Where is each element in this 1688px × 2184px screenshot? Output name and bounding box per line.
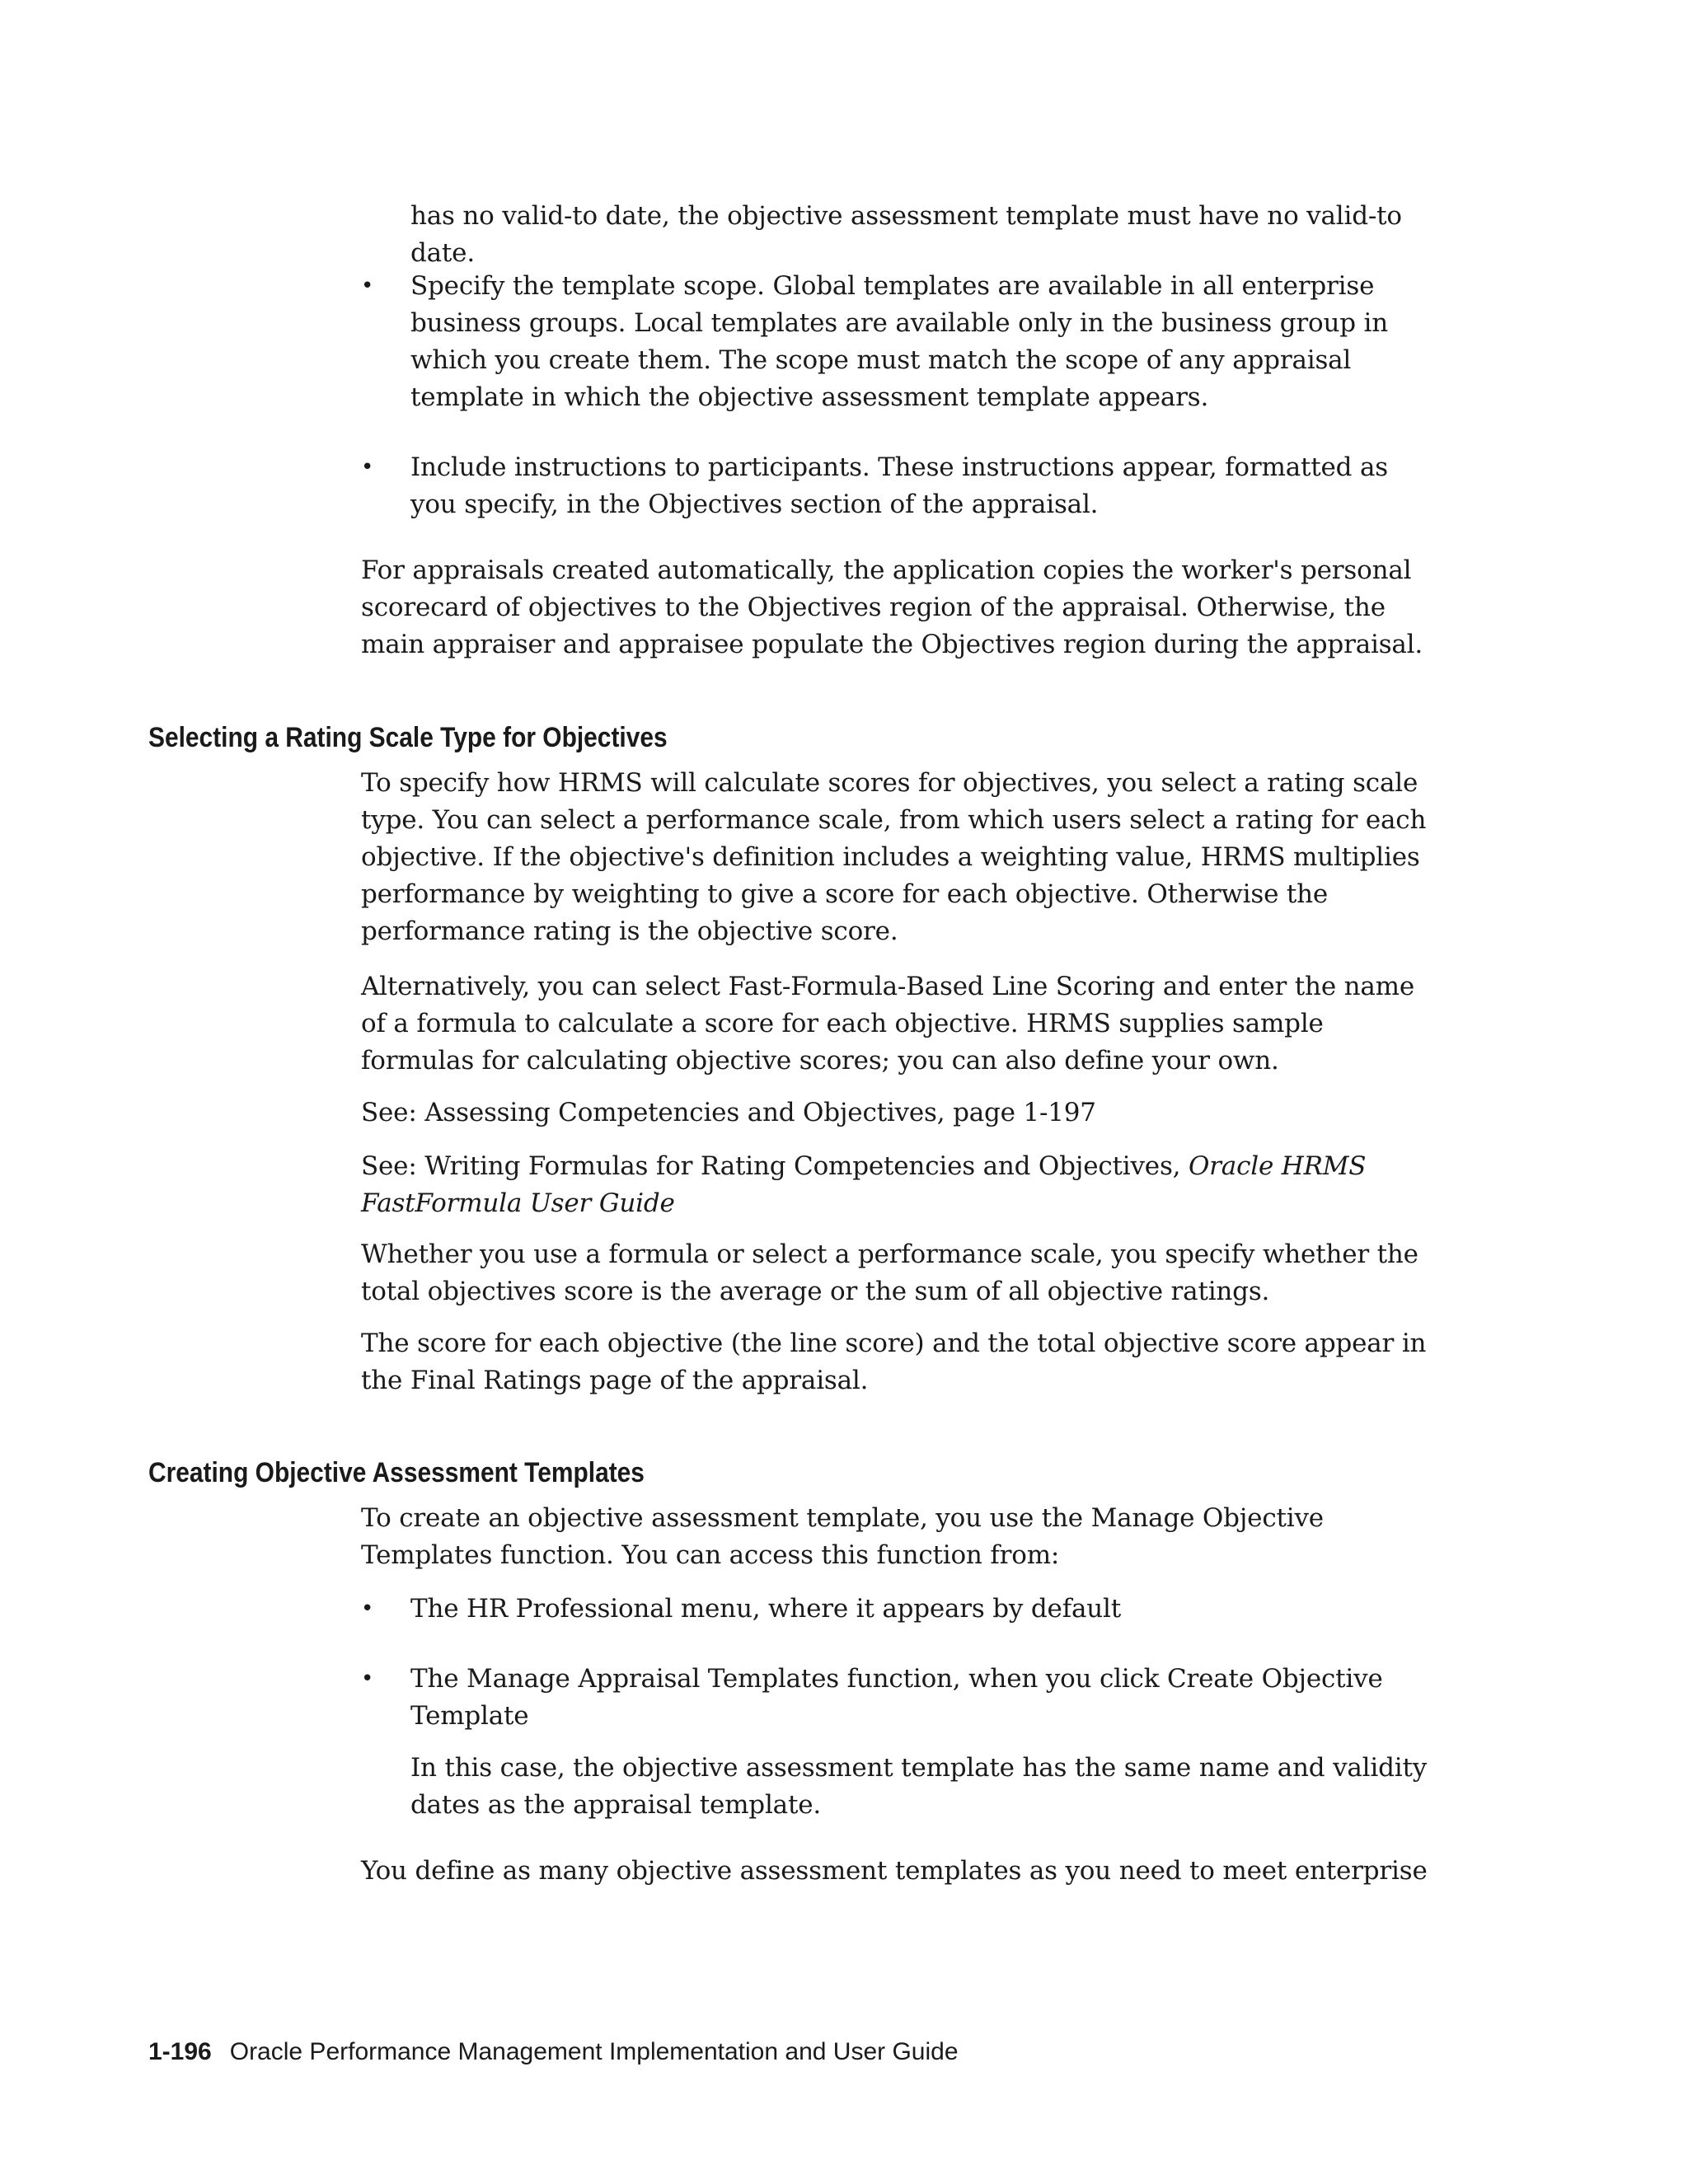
bullet-marker: • [361,274,374,298]
section1-see-assessing: See: Assessing Competencies and Objectives, page 1-197 [361,1098,1096,1127]
bullet-marker: • [361,1596,374,1621]
intro-paragraph: For appraisals created automatically, the application copies the worker's personal scorecard of objectives to the Objectives region of the appraisal. Otherwise, the main appraiser and appraisee populate the Objectives region during the appraisal. [361,555,1423,659]
section2-bullet-hr-menu: The HR Professional menu, where it appears by default [410,1594,1121,1624]
bullet-marker: • [361,455,374,480]
section2-bullet-note: In this case, the objective assessment template has the same name and validity dates as the appraisal template. [410,1753,1428,1820]
page-footer [148,2036,959,2069]
section2-paragraph-1: To create an objective assessment template, you use the Manage Objective Templates function. You can access this function from: [361,1503,1324,1570]
fastformula-guide-title: Oracle HRMS FastFormula User Guide [361,1151,1367,1218]
page-number: 1-196 [148,2038,212,2065]
intro-bullet-scope: Specify the template scope. Global templates are available in all enterprise business groups. Local templates are available only in the business group in which you create them. The scope must match the scope of any appraisal template in which the objective assessment template appears. [410,271,1389,412]
section2-bullet-appraisal-templates: The Manage Appraisal Templates function, when you click Create Objective Template [410,1664,1383,1731]
section1-paragraph-2: Alternatively, you can select Fast-Formula-Based Line Scoring and enter the name of a formula to calculate a score for each objective. HRMS supplies sample formulas for calculating objective scores; you can also define your own. [361,972,1415,1076]
section2-paragraph-2: You define as many objective assessment templates as you need to meet enterprise [361,1856,1428,1886]
book-title: Oracle Performance Management Implementation and User Guide [229,2038,959,2065]
section1-paragraph-4: The score for each objective (the line score) and the total objective score appear in the Final Ratings page of the appraisal. [361,1329,1427,1395]
section1-paragraph-1: To specify how HRMS will calculate scores for objectives, you select a rating scale type. You can select a performance scale, from which users select a rating for each objective. If the objective's definition includes a weighting value, HRMS multiplies performance by weighting to give a score for each objective. Otherwise the performance rating is the objective score. [361,768,1427,946]
see-formulas-text: See: Writing Formulas for Rating Competencies and Objectives, [361,1151,1189,1181]
bullet-marker: • [361,1666,374,1691]
intro-bullet-instructions: Include instructions to participants. These instructions appear, formatted as you specify, in the Objectives section of the appraisal. [410,452,1388,519]
section1-see-formulas [361,1148,1432,1222]
section1-paragraph-3: Whether you use a formula or select a performance scale, you specify whether the total objectives score is the average or the sum of all objective ratings. [361,1240,1418,1306]
section-heading-creating-templates: Creating Objective Assessment Templates [148,1457,645,1488]
intro-continuation: has no valid-to date, the objective assessment template must have no valid-to date. [410,201,1402,268]
section-heading-rating-scale: Selecting a Rating Scale Type for Objectives [148,722,668,753]
